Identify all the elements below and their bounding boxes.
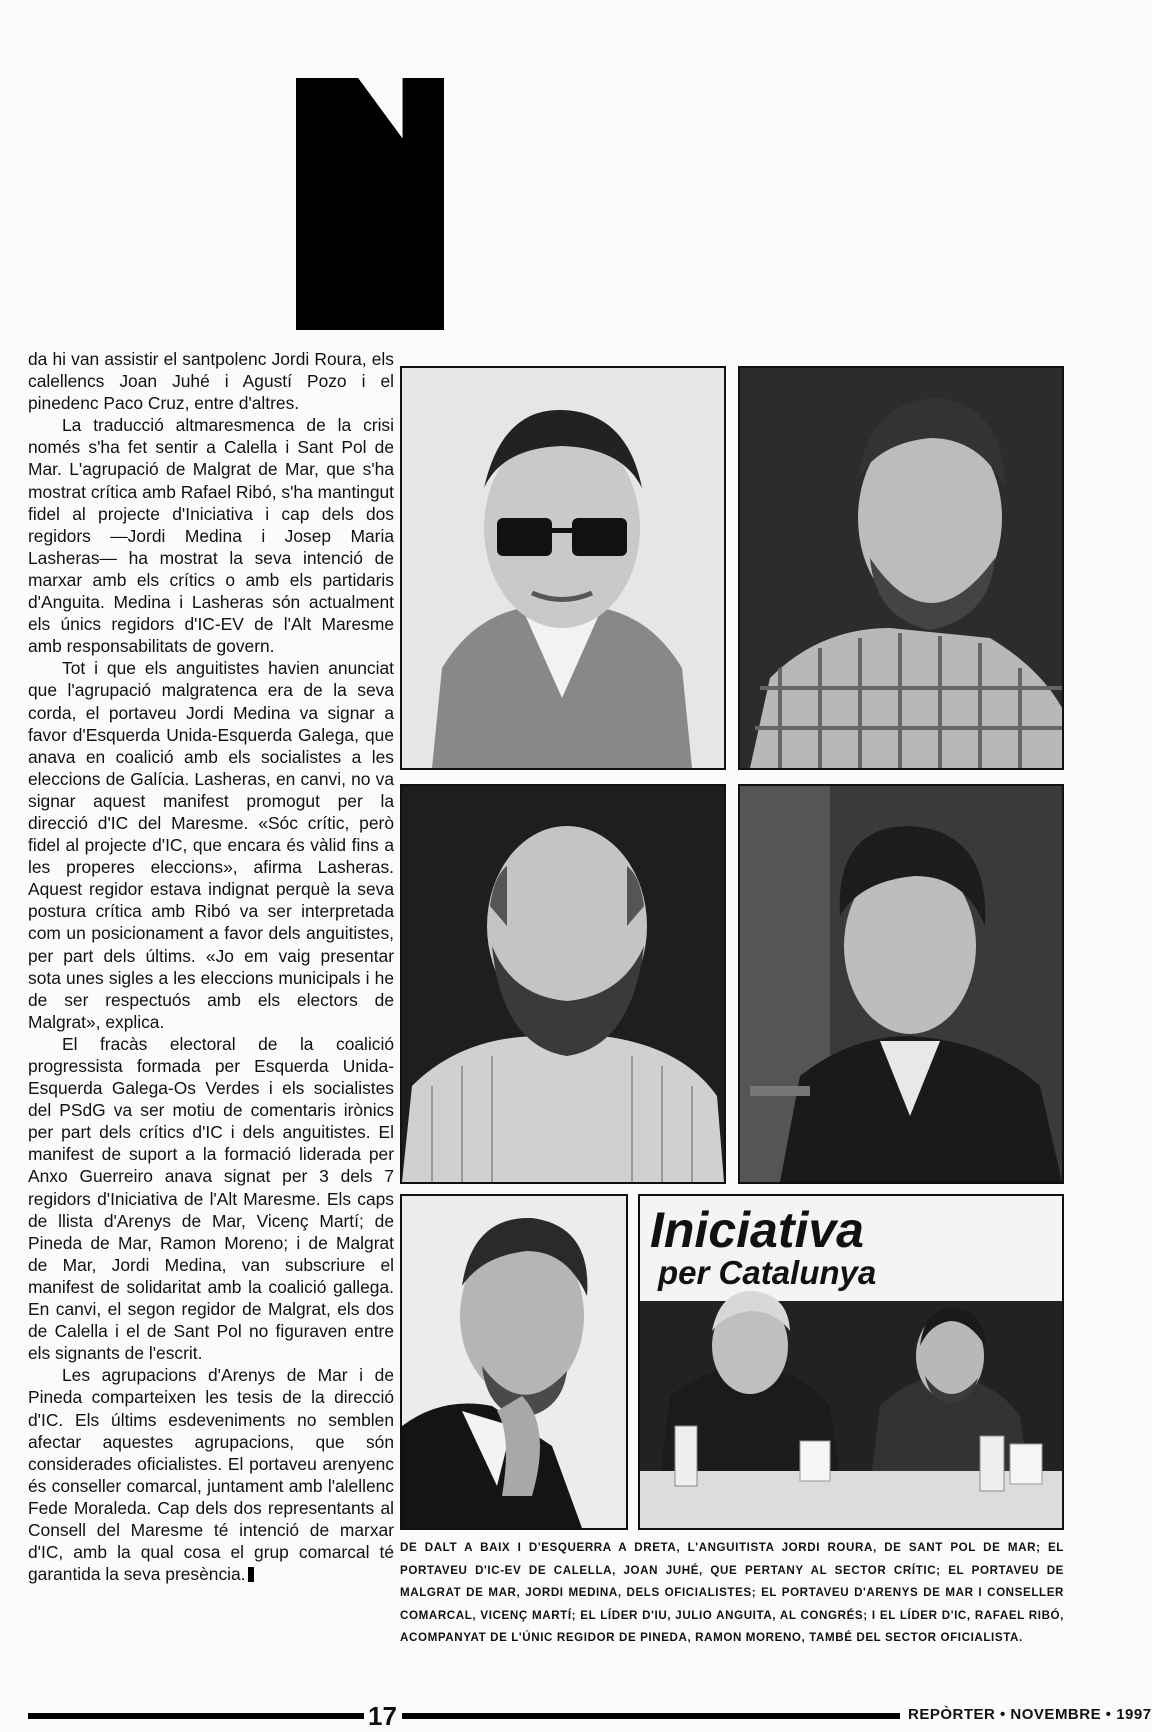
photo-julio-anguita bbox=[400, 1194, 628, 1530]
iniciativa-logo bbox=[650, 1202, 1060, 1291]
photo-jordi-roura bbox=[400, 366, 726, 770]
footer-rule-right bbox=[402, 1713, 900, 1719]
paragraph-2: La traducció altmaresmenca de la crisi només s'ha fet sentir a Calella i Sant Pol de Mar. L'agrupació de Malgrat de Mar, que s'ha mostrat crítica amb Rafael Ribó, s'ha mantingut fidel al projecte d'Iniciativa i cap dels dos regidors —Jordi Medina i Josep Maria Lasheras— ha mostrat la seva intenció de marxar amb els crítics o amb els partidaris d'Anguita. Medina i Lasheras són actualment els únics regidors d'IC-EV de l'Alt Maresme amb responsabilitats de govern. bbox=[28, 415, 394, 657]
portrait-bearded-man-plaid bbox=[740, 368, 1062, 768]
page-footer bbox=[28, 1701, 1152, 1731]
logo-subtitle: per Catalunya bbox=[658, 1254, 877, 1291]
paragraph-5: Les agrupacions d'Arenys de Mar i de Pineda comparteixen les tesis de la direcció d'IC. Els últims esdeveniments no semblen afectar aquestes agrupacions, que són considerades oficialistes. El portaveu arenyenc és conseller comarcal, juntament amb l'alellenc Fede Moraleda. Cap dels dos representants al Consell del Maresme té intenció de marxar d'IC, amb la qual cosa el grup comarcal té garantida la seva presència. bbox=[28, 1365, 394, 1585]
end-of-article-mark bbox=[248, 1567, 254, 1582]
footer-rule-left bbox=[28, 1713, 364, 1719]
decorative-black-block bbox=[296, 78, 444, 330]
photo-caption: DE DALT A BAIX I D'ESQUERRA A DRETA, L'ANGUITISTA JORDI ROURA, DE SANT POL DE MAR; EL PORTAVEU D'IC-EV DE CALELLA, JOAN JUHÉ, QUE PERTANY AL SECTOR CRÍTIC; EL PORTAVEU DE MALGRAT DE MAR, JORDI MEDINA, DELS OFICIALISTES; EL PORTAVEU D'ARENYS DE MAR I CONSELLER COMARCAL, VICENÇ MARTÍ; EL LÍDER D'IU, JULIO ANGUITA, AL CONGRÉS; I EL LÍDER D'IC, RAFAEL RIBÓ, ACOMPANYAT DE L'ÚNIC REGIDOR DE PINEDA, RAMON MORENO, TAMBÉ DEL SECTOR OFICIALISTA. bbox=[400, 1541, 1064, 1644]
portrait-bald-bearded-man bbox=[402, 786, 724, 1182]
portrait-man-dark-jacket bbox=[740, 786, 1062, 1182]
logo-title: Iniciativa bbox=[650, 1202, 864, 1258]
photo-joan-juhe bbox=[738, 366, 1064, 770]
paragraph-4: El fracàs electoral de la coalició progressista formada per Esquerda Unida-Esquerda Galega-Os Verdes i els socialistes del PSdG va ser motiu de comentaris irònics per part dels crítics d'IC i dels anguitistes. El manifest de suport a la formació liderada per Anxo Guerreiro anava signat per 3 dels 7 regidors d'Iniciativa de l'Alt Maresme. Els caps de llista d'Arenys de Mar, Vicenç Martí; de Pineda de Mar, Ramon Moreno; i de Malgrat de Mar, Jordi Medina, van subscriure el manifest de solidaritat amb la coalició gallega. En canvi, el segon regidor de Malgrat, els dos de Calella i el de Sant Pol no figuraven entre els signants de l'escrit. bbox=[28, 1033, 394, 1364]
portrait-man-hand-chin bbox=[402, 1196, 626, 1528]
page-number: 17 bbox=[368, 1701, 397, 1731]
photo-vicenc-marti bbox=[738, 784, 1064, 1184]
paragraph-3: Tot i que els anguitistes havien anunciat que l'agrupació malgratenca era de la seva corda, el portaveu Jordi Medina va signar a favor d'Esquerda Unida-Esquerda Galega, que anava en coalició amb els socialistes a les eleccions de Galícia. Lasheras, en canvi, no va signar aquest manifest promogut per la direcció d'IC del Maresme. «Sóc crític, però fidel al projecte d'IC, que encara és vàlid fins a les properes eleccions», afirma Lasheras. Aquest regidor estava indignat perquè la seva postura crítica amb Ribó va ser interpretada com un posicionament a favor dels anguitistes, per part dels últims. «Jo em vaig presentar sota unes sigles a les eleccions municipals i he de ser respectuós amb els electors de Malgrat», explica. bbox=[28, 658, 394, 1032]
portrait-glasses-man bbox=[402, 368, 724, 768]
photo-jordi-medina bbox=[400, 784, 726, 1184]
magazine-issue: REPÒRTER • NOVEMBRE • 1997 bbox=[908, 1706, 1152, 1723]
paragraph-1: da hi van assistir el santpolenc Jordi Roura, els calellencs Joan Juhé i Agustí Pozo i el pinedenc Paco Cruz, entre d'altres. bbox=[28, 349, 394, 414]
article-body bbox=[28, 348, 394, 1585]
